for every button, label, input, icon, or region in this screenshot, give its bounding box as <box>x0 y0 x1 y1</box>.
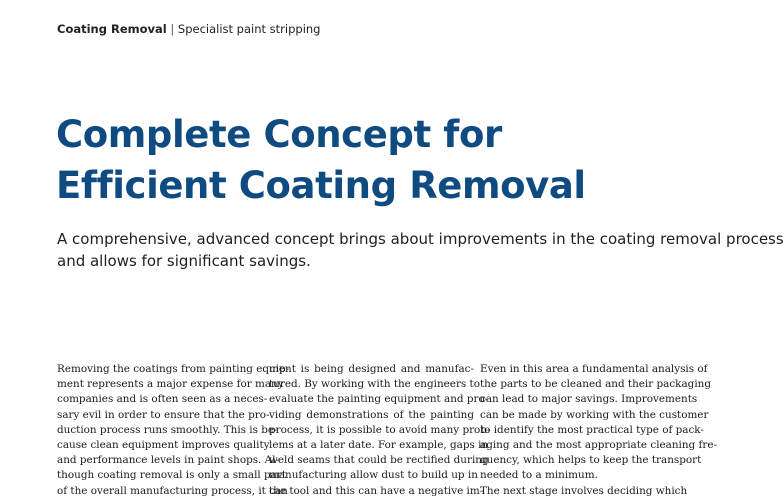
body-text-line: weld seams that could be rectified during <box>269 454 489 467</box>
body-text-line: though coating removal is only a small part <box>57 469 287 482</box>
standfirst-line: and allows for significant savings. <box>57 251 311 270</box>
article-title-line: Efficient Coating Removal <box>56 164 586 207</box>
body-text-line: the parts to be cleaned and their packaging <box>480 378 711 391</box>
body-text-line: lems at a later date. For example, gaps in <box>269 438 489 451</box>
body-text-line: Removing the coatings from painting equip- <box>57 363 290 375</box>
body-text-line: aging and the most appropriate cleaning fre- <box>480 438 718 451</box>
body-text-line: evaluate the painting equipment and pro- <box>269 393 489 406</box>
body-text-line: and performance levels in paint shops. Al- <box>57 454 280 467</box>
body-text-line: viding demonstrations of the painting <box>269 408 474 421</box>
body-text-line: Even in this area a fundamental analysis of <box>480 363 708 375</box>
body-text-line: manufacturing allow dust to build up in <box>269 469 478 482</box>
body-text-line: to identify the most practical type of pack- <box>480 423 704 436</box>
standfirst-line: A comprehensive, advanced concept brings about improvements in the coating removal process <box>57 230 784 248</box>
body-text-line: process, it is possible to avoid many prob- <box>269 423 491 436</box>
article-title <box>56 109 586 211</box>
body-text-line: cause clean equipment improves quality <box>57 438 270 451</box>
body-text-line: quency, which helps to keep the transport <box>480 454 702 467</box>
article-standfirst <box>57 229 784 272</box>
body-column-3 <box>480 362 718 499</box>
body-column-1 <box>57 362 290 499</box>
body-text-line: ment is being designed and manufac- <box>269 363 474 375</box>
body-text-line: ment represents a major expense for many <box>57 378 284 391</box>
section-topic: Specialist paint stripping <box>177 22 321 36</box>
body-text-line: the tool and this can have a negative im- <box>269 484 484 497</box>
article-title-line: Complete Concept for <box>56 113 502 156</box>
body-text-line: can lead to major savings. Improvements <box>480 393 698 406</box>
body-text-line: The next stage involves deciding which <box>480 484 688 497</box>
body-text-line: tured. By working with the engineers to <box>269 378 480 391</box>
body-text-line: companies and is often seen as a neces- <box>57 393 268 406</box>
body-text-line: needed to a minimum. <box>480 469 598 482</box>
body-text-line: of the overall manufacturing process, it can <box>57 484 288 497</box>
section-header <box>57 22 320 36</box>
body-text-line: can be made by working with the customer <box>480 408 709 421</box>
body-text-line: duction process runs smoothly. This is be- <box>57 423 278 436</box>
body-column-2 <box>269 362 491 499</box>
section-label: Coating Removal <box>57 22 167 36</box>
header-separator: | <box>170 22 175 36</box>
body-text-line: sary evil in order to ensure that the pro- <box>57 408 270 421</box>
